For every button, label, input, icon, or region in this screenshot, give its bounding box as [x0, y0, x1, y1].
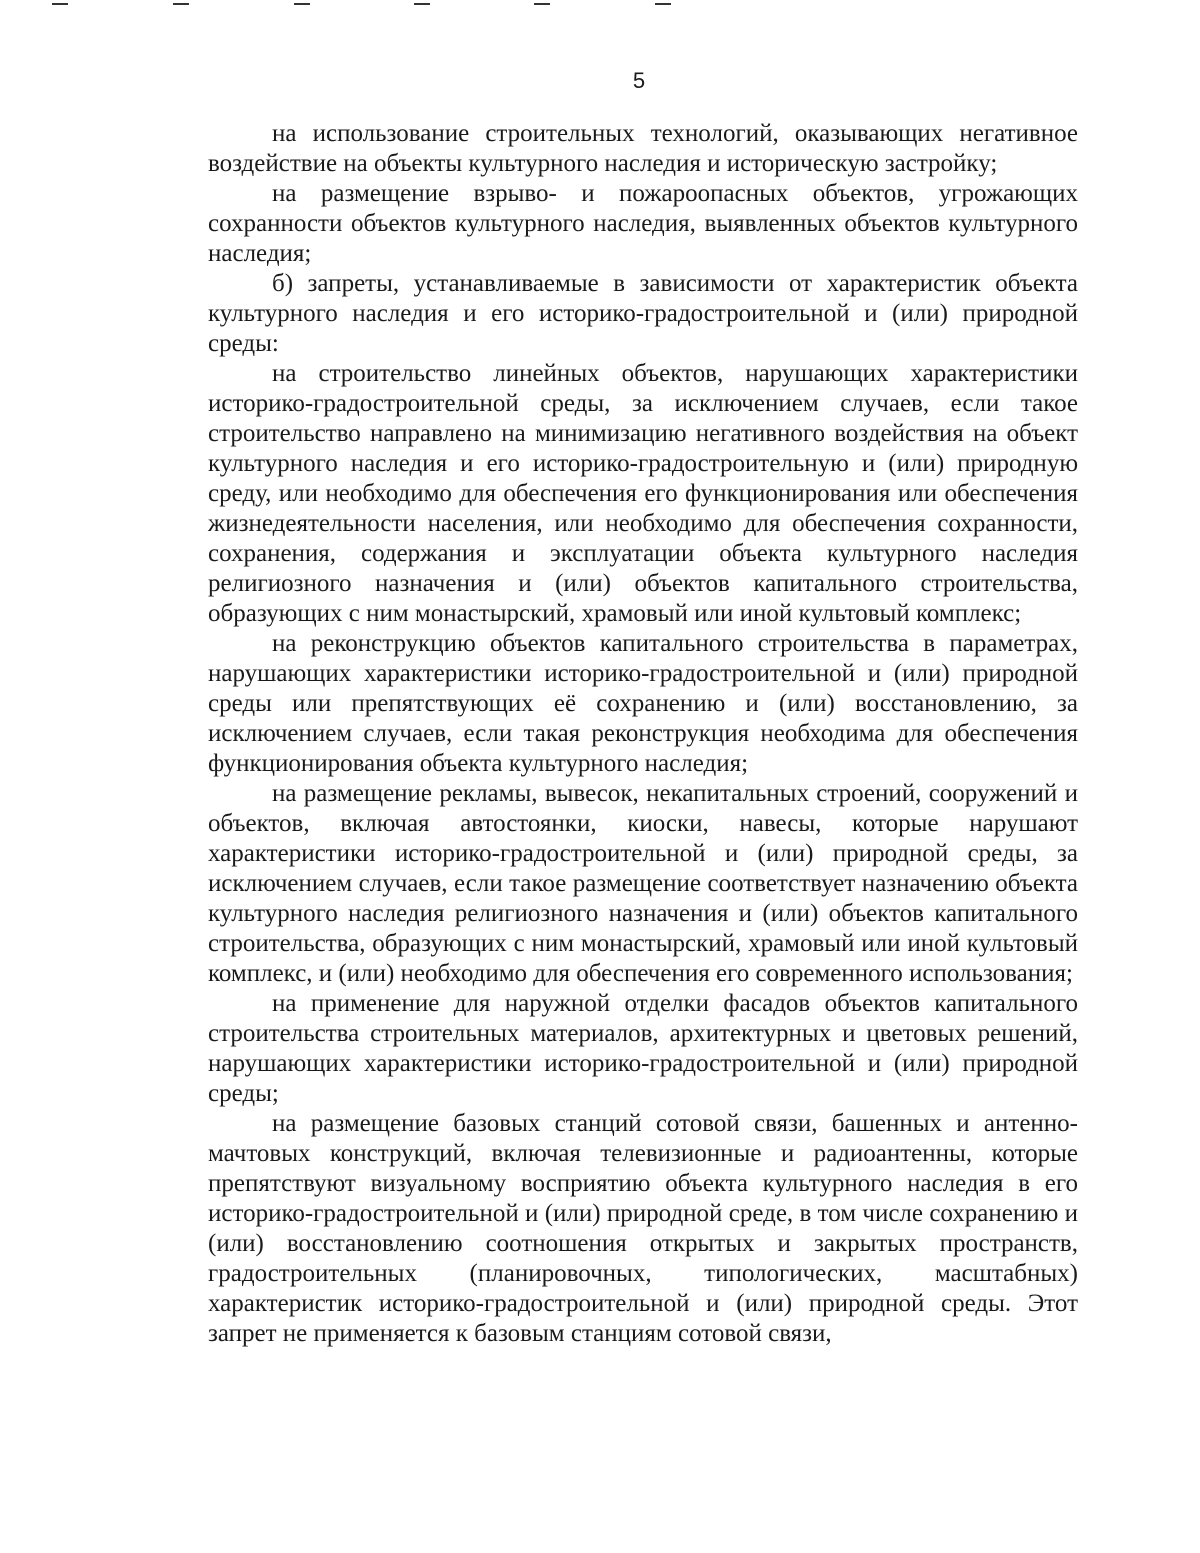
paragraph: на размещение базовых станций сотовой связи, башенных и антенно-мачтовых конструкций, включая телевизионные и радиоантенны, которые препятствуют визуальному восприятию объекта культурного наследия в его историко-градостроительной и (или) природной среде, в том числе сохранению и (или) восстановлению соотношения открытых и закрытых пространств, градостроительных (планировочных, типологических, масштабных) характеристик историко-градостроительной и (или) природной среды. Этот запрет не применяется к базовым станциям сотовой связи, — [208, 1110, 1078, 1347]
paragraph: на использование строительных технологий, оказывающих негативное воздействие на объекты культурного наследия и историческую застройку; — [208, 120, 1078, 177]
paragraph: на реконструкцию объектов капитального строительства в параметрах, нарушающих характеристики историко-градостроительной и (или) природной среды или препятствующих её сохранению и (или) восстановлению, за исключением случаев, если такая реконструкция необходима для обеспечения функционирования объекта культурного наследия; — [208, 630, 1078, 777]
paragraph: на строительство линейных объектов, нарушающих характеристики историко-градостроительной среды, за исключением случаев, если такое строительство направлено на минимизацию негативного воздействия на объект культурного наследия и его историко-градостроительную и (или) природную среду, или необходимо для обеспечения его функционирования или обеспечения жизнедеятельности населения, или необходимо для обеспечения сохранности, сохранения, содержания и эксплуатации объекта культурного наследия религиозного назначения и (или) объектов капитального строительства, образующих с ним монастырский, храмовый или иной культовый комплекс; — [208, 360, 1078, 627]
paragraph: на размещение взрыво- и пожароопасных объектов, угрожающих сохранности объектов культурного наследия, выявленных объектов культурного наследия; — [208, 180, 1078, 267]
scan-mark — [414, 3, 430, 5]
scan-edge-marks — [0, 0, 700, 8]
scan-mark — [173, 3, 189, 5]
document-body — [208, 119, 1078, 1349]
scan-mark — [294, 3, 310, 5]
paragraph: на размещение рекламы, вывесок, некапитальных строений, сооружений и объектов, включая автостоянки, киоски, навесы, которые нарушают характеристики историко-градостроительной и (или) природной среды, за исключением случаев, если такое размещение соответствует назначению объекта культурного наследия религиозного назначения и (или) объектов капитального строительства, образующих с ним монастырский, храмовый или иной культовый комплекс, и (или) необходимо для обеспечения его современного использования; — [208, 780, 1078, 987]
scan-mark — [655, 3, 671, 5]
scan-mark — [52, 3, 68, 5]
paragraph: на применение для наружной отделки фасадов объектов капитального строительства строительных материалов, архитектурных и цветовых решений, нарушающих характеристики историко-градостроительной и (или) природной среды; — [208, 990, 1078, 1107]
scan-mark — [534, 3, 550, 5]
paragraph: б) запреты, устанавливаемые в зависимости от характеристик объекта культурного наследия и его историко-градостроительной и (или) природной среды: — [208, 270, 1078, 357]
page-number: 5 — [632, 68, 646, 93]
